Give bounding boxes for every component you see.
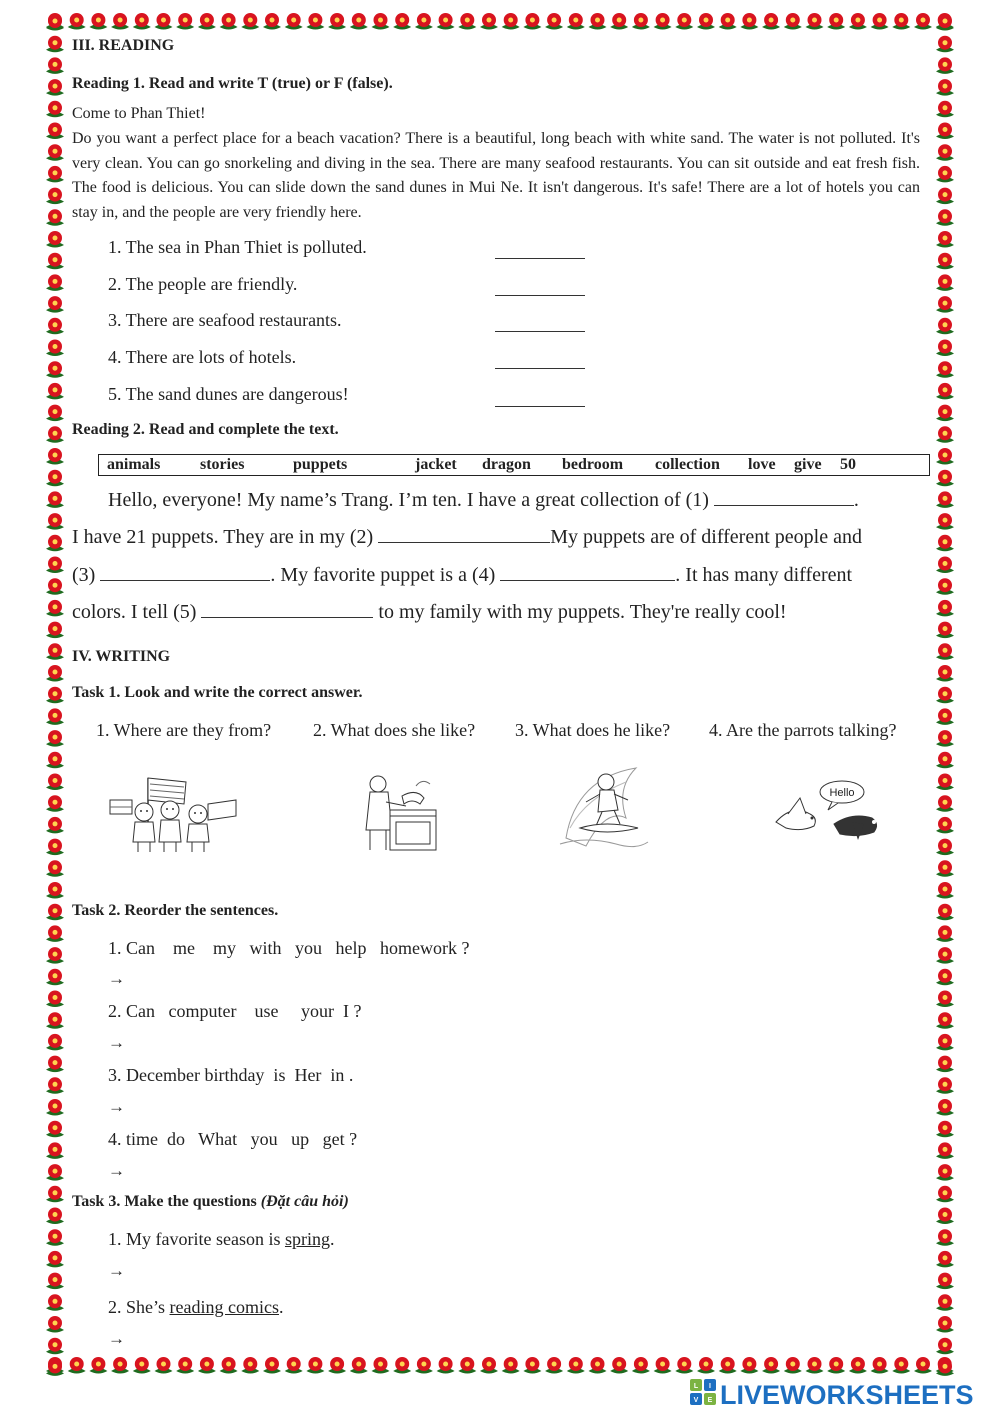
- flower-icon: [46, 1316, 64, 1333]
- word-bank-item: collection: [655, 456, 720, 473]
- flower-icon: [46, 991, 64, 1008]
- flower-icon: [936, 166, 954, 183]
- flower-icon: [46, 774, 64, 791]
- flower-icon: [936, 1034, 954, 1051]
- flower-icon: [936, 882, 954, 899]
- flower-icon: [936, 1273, 954, 1290]
- flower-icon: [46, 405, 64, 422]
- flower-icon: [936, 925, 954, 942]
- flower-icon: [46, 795, 64, 812]
- flower-icon: [46, 600, 64, 617]
- flower-icon: [46, 557, 64, 574]
- flower-icon: [46, 491, 64, 508]
- flower-icon: [111, 13, 129, 30]
- cloze-blank-5[interactable]: [201, 597, 373, 618]
- flower-icon: [46, 1251, 64, 1268]
- flower-icon: [46, 144, 64, 161]
- passage-title: Come to Phan Thiet!: [72, 105, 206, 122]
- flower-icon: [740, 13, 758, 30]
- flower-icon: [914, 13, 932, 30]
- flower-icon: [806, 1357, 824, 1374]
- flower-icon: [936, 578, 954, 595]
- flower-icon: [220, 1357, 238, 1374]
- flower-icon: [46, 1099, 64, 1116]
- flower-icon: [936, 470, 954, 487]
- flower-icon: [176, 13, 194, 30]
- logo-text: LIVEWORKSHEETS: [720, 1380, 974, 1410]
- flower-icon: [936, 1338, 954, 1355]
- flower-icon: [241, 13, 259, 30]
- answer-arrow-1[interactable]: →: [108, 969, 125, 988]
- flower-icon: [46, 1034, 64, 1051]
- flower-icon: [936, 36, 954, 53]
- reorder-item-3: 3. December birthday is Her in .: [108, 1065, 354, 1085]
- flower-icon: [936, 274, 954, 291]
- flower-icon: [740, 1357, 758, 1374]
- flower-icon: [936, 318, 954, 335]
- flower-icon: [68, 13, 86, 30]
- statement-3: 3. There are seafood restaurants.: [108, 310, 342, 330]
- children-with-flags-image: [108, 770, 240, 854]
- flower-icon: [827, 13, 845, 30]
- cloze-text: . My favorite puppet is a (4): [270, 564, 496, 586]
- flower-icon: [46, 1273, 64, 1290]
- flower-icon: [719, 1357, 737, 1374]
- flower-icon: [46, 231, 64, 248]
- flower-icon: [46, 1294, 64, 1311]
- flower-icon: [437, 1357, 455, 1374]
- flower-icon: [46, 448, 64, 465]
- flower-icon: [133, 13, 151, 30]
- word-bank-item: animals: [107, 456, 161, 473]
- woman-cooking-image: [360, 770, 440, 854]
- flower-icon: [827, 1357, 845, 1374]
- flower-icon: [46, 1077, 64, 1094]
- flower-icon: [46, 123, 64, 140]
- answer-blank-2[interactable]: [495, 277, 585, 296]
- flower-icon: [89, 13, 107, 30]
- flower-icon: [936, 101, 954, 118]
- flower-icon: [589, 1357, 607, 1374]
- flower-icon: [285, 13, 303, 30]
- flower-icon: [46, 1142, 64, 1159]
- reorder-item-4: 4. time do What you up get ?: [108, 1129, 358, 1149]
- flower-icon: [567, 1357, 585, 1374]
- cloze-line-4: [72, 594, 787, 632]
- flower-icon: [437, 13, 455, 30]
- flower-icon: [719, 13, 737, 30]
- flower-icon: [46, 79, 64, 96]
- question-item-text: 1. My favorite season is: [108, 1229, 285, 1249]
- flower-icon: [936, 383, 954, 400]
- underlined-word: spring: [284, 1229, 330, 1249]
- flower-icon: [936, 839, 954, 856]
- cloze-text: My puppets are of different people and: [550, 526, 862, 548]
- flower-icon: [46, 904, 64, 921]
- flower-icon: [350, 13, 368, 30]
- flower-icon: [892, 1357, 910, 1374]
- flower-icon: [632, 13, 650, 30]
- flower-icon: [936, 860, 954, 877]
- flower-icon: [46, 318, 64, 335]
- flower-icon: [936, 622, 954, 639]
- flower-icon: [155, 1357, 173, 1374]
- flower-icon: [46, 340, 64, 357]
- cloze-text: to my family with my puppets. They're really cool!: [378, 601, 787, 623]
- cloze-text: (3): [72, 564, 96, 586]
- reorder-item-2: 2. Can computer use your I ?: [108, 1001, 362, 1021]
- flower-icon: [697, 1357, 715, 1374]
- flower-icon: [46, 860, 64, 877]
- statement-4: 4. There are lots of hotels.: [108, 347, 297, 367]
- underlined-word: reading comics: [169, 1297, 279, 1317]
- flower-icon: [480, 1357, 498, 1374]
- flower-icon: [46, 253, 64, 270]
- cloze-text: I have 21 puppets. They are in my (2): [72, 526, 374, 548]
- flower-icon: [46, 1012, 64, 1028]
- liveworksheets-logo: [690, 1375, 992, 1411]
- flower-icon: [372, 1357, 390, 1374]
- flower-icon: [936, 817, 954, 834]
- flower-icon: [155, 13, 173, 30]
- flower-icon: [675, 13, 693, 30]
- writing-task-1-title: Task 1. Look and write the correct answer.: [72, 684, 363, 701]
- section-title-reading: III. READING: [72, 37, 175, 54]
- word-bank-item: 50: [840, 456, 856, 473]
- flower-icon: [133, 1357, 151, 1374]
- flower-icon: [46, 643, 64, 660]
- flower-icon: [241, 1357, 259, 1374]
- word-bank-item: give: [794, 456, 822, 473]
- flower-icon: [871, 1357, 889, 1374]
- cloze-text: Hello, everyone! My name’s Trang. I’m ten. I have a great collection of (1): [108, 489, 709, 511]
- flower-icon: [654, 13, 672, 30]
- cloze-blank-1[interactable]: [714, 485, 854, 506]
- answer-arrow-3[interactable]: →: [108, 1097, 125, 1116]
- flower-icon: [46, 1121, 64, 1138]
- flower-icon: [936, 947, 954, 964]
- flower-icon: [936, 774, 954, 791]
- flower-icon: [46, 708, 64, 725]
- cloze-text: colors. I tell (5): [72, 601, 197, 623]
- flower-icon: [306, 1357, 324, 1374]
- flower-icon: [936, 1077, 954, 1094]
- flower-icon: [523, 13, 541, 30]
- flower-icon: [545, 1357, 563, 1374]
- decorative-border-left: [42, 8, 68, 1378]
- word-bank: [98, 454, 930, 476]
- statement-5: 5. The sand dunes are dangerous!: [108, 384, 349, 404]
- answer-blank-5[interactable]: [495, 388, 585, 407]
- flower-icon: [46, 1186, 64, 1203]
- flower-icon: [111, 1357, 129, 1374]
- answer-blank-3[interactable]: [495, 313, 585, 332]
- flower-icon: [502, 13, 520, 30]
- cloze-line-3: [72, 557, 852, 595]
- flower-icon: [46, 209, 64, 226]
- flower-icon: [849, 13, 867, 30]
- flower-icon: [936, 1208, 954, 1225]
- picture-question-3: 3. What does he like?: [515, 720, 671, 740]
- flower-icon: [675, 1357, 693, 1374]
- speech-bubble-text: Hello: [829, 787, 855, 799]
- cloze-line-1: [108, 482, 859, 520]
- flower-icon: [936, 491, 954, 508]
- flower-icon: [806, 13, 824, 30]
- word-bank-item: puppets: [293, 456, 348, 473]
- flower-icon: [176, 1357, 194, 1374]
- question-item-text: .: [278, 1297, 284, 1317]
- svg-text:V: V: [693, 1397, 699, 1404]
- flower-icon: [372, 13, 390, 30]
- flower-icon: [936, 1142, 954, 1159]
- flower-icon: [328, 13, 346, 30]
- word-bank-item: love: [748, 456, 776, 473]
- question-item-text: .: [329, 1229, 335, 1249]
- flower-icon: [936, 752, 954, 769]
- flower-icon: [46, 57, 64, 74]
- flower-icon: [502, 1357, 520, 1374]
- flower-icon: [936, 144, 954, 161]
- flower-icon: [46, 882, 64, 899]
- cloze-blank-3[interactable]: [100, 560, 270, 581]
- flower-icon: [936, 557, 954, 574]
- flower-icon: [480, 13, 498, 30]
- svg-text:I: I: [709, 1383, 711, 1390]
- flower-icon: [914, 1357, 932, 1374]
- flower-icon: [46, 274, 64, 291]
- reading-passage: Do you want a perfect place for a beach vacation? There is a beautiful, long beach with white sand. The water is not polluted. It's very clean. You can go snorkeling and diving in the sea. There are many seafood restaurants. You can sit outside and eat fresh fish. The food is delicious. You can slide down the sand dunes in Mui Ne. It isn't dangerous. It's safe! There are a lot of hotels you can stay in, and the people are very friendly here.: [72, 130, 920, 221]
- flower-icon: [936, 1186, 954, 1203]
- reading-2-title: Reading 2. Read and complete the text.: [72, 421, 339, 438]
- flower-icon: [936, 730, 954, 747]
- answer-arrow-4[interactable]: →: [108, 1161, 125, 1180]
- flower-icon: [46, 1164, 64, 1181]
- flower-icon: [523, 1357, 541, 1374]
- flower-icon: [220, 13, 238, 30]
- flower-icon: [936, 361, 954, 378]
- flower-icon: [46, 839, 64, 856]
- answer-blank-1[interactable]: [495, 240, 585, 259]
- reorder-item-1: 1. Can me my with you help homework ?: [108, 938, 470, 958]
- flower-icon: [610, 1357, 628, 1374]
- flower-icon: [936, 231, 954, 248]
- flower-icon: [46, 947, 64, 964]
- flower-icon: [46, 513, 64, 530]
- flower-icon: [46, 730, 64, 747]
- flower-icon: [545, 13, 563, 30]
- word-bank-item: jacket: [415, 456, 457, 473]
- flower-icon: [46, 969, 64, 986]
- flower-icon: [784, 1357, 802, 1374]
- statement-2: 2. The people are friendly.: [108, 274, 298, 294]
- flower-icon: [46, 470, 64, 487]
- talking-parrots-image: [772, 778, 884, 844]
- flower-icon: [784, 13, 802, 30]
- flower-icon: [285, 1357, 303, 1374]
- cloze-blank-2[interactable]: [378, 522, 550, 543]
- flower-icon: [936, 687, 954, 704]
- flower-icon: [936, 296, 954, 313]
- flower-icon: [46, 752, 64, 769]
- flower-icon: [936, 188, 954, 205]
- flower-icon: [936, 1164, 954, 1181]
- writing-task-3-title: [72, 1193, 349, 1211]
- flower-icon: [936, 340, 954, 357]
- word-bank-item: dragon: [482, 456, 531, 473]
- flower-icon: [936, 448, 954, 465]
- flower-icon: [46, 665, 64, 682]
- flower-icon: [458, 13, 476, 30]
- flower-icon: [936, 1099, 954, 1116]
- flower-icon: [415, 1357, 433, 1374]
- flower-icon: [263, 13, 281, 30]
- flower-icon: [936, 665, 954, 682]
- flower-icon: [936, 600, 954, 617]
- reading-1-title: Reading 1. Read and write T (true) or F (false).: [72, 75, 393, 92]
- flower-icon: [89, 1357, 107, 1374]
- flower-icon: [936, 969, 954, 986]
- word-bank-item: bedroom: [562, 456, 624, 473]
- flower-icon: [46, 296, 64, 313]
- flower-icon: [892, 13, 910, 30]
- flower-icon: [936, 1012, 954, 1028]
- writing-task-2-title: Task 2. Reorder the sentences.: [72, 902, 279, 919]
- flower-icon: [654, 1357, 672, 1374]
- flower-icon: [632, 1357, 650, 1374]
- flower-icon: [589, 13, 607, 30]
- flower-icon: [610, 13, 628, 30]
- flower-icon: [762, 13, 780, 30]
- task-3-title-main: Task 3. Make the questions: [72, 1193, 261, 1210]
- section-title-writing: IV. WRITING: [72, 648, 171, 665]
- flower-icon: [46, 1208, 64, 1225]
- flower-icon: [936, 535, 954, 552]
- flower-icon: [936, 57, 954, 74]
- flower-icon: [46, 817, 64, 834]
- flower-icon: [350, 1357, 368, 1374]
- flower-icon: [46, 188, 64, 205]
- flower-icon: [46, 535, 64, 552]
- flower-icon: [936, 1316, 954, 1333]
- flower-icon: [936, 795, 954, 812]
- decorative-border-right: [932, 8, 958, 1378]
- question-item-text: 2. She’s: [108, 1297, 170, 1317]
- answer-blank-4[interactable]: [495, 350, 585, 369]
- cloze-blank-4[interactable]: [500, 560, 675, 581]
- flower-icon: [198, 1357, 216, 1374]
- flower-icon: [46, 101, 64, 118]
- flower-icon: [567, 13, 585, 30]
- cloze-text: .: [853, 489, 859, 511]
- flower-icon: [762, 1357, 780, 1374]
- flower-icon: [936, 253, 954, 270]
- picture-question-1: 1. Where are they from?: [96, 720, 272, 740]
- svg-text:L: L: [693, 1383, 699, 1390]
- flower-icon: [936, 1056, 954, 1073]
- flower-icon: [936, 643, 954, 660]
- flower-icon: [46, 14, 64, 31]
- flower-icon: [46, 1056, 64, 1073]
- decorative-border-top: [42, 8, 958, 34]
- flower-icon: [936, 14, 954, 31]
- flower-icon: [46, 166, 64, 183]
- question-item-1: [108, 1229, 334, 1250]
- word-bank-item: stories: [200, 456, 245, 473]
- flower-icon: [936, 405, 954, 422]
- flower-icon: [415, 13, 433, 30]
- flower-icon: [936, 991, 954, 1008]
- svg-text:E: E: [707, 1397, 713, 1404]
- flower-icon: [849, 1357, 867, 1374]
- task-3-title-vietnamese: (Đặt câu hỏi): [260, 1193, 349, 1210]
- flower-icon: [936, 209, 954, 226]
- flower-icon: [46, 687, 64, 704]
- flower-icon: [46, 36, 64, 53]
- answer-arrow-2[interactable]: →: [108, 1033, 125, 1052]
- picture-question-2: 2. What does she like?: [313, 720, 476, 740]
- flower-icon: [936, 1121, 954, 1138]
- flower-icon: [46, 1229, 64, 1246]
- flower-icon: [198, 13, 216, 30]
- flower-icon: [936, 1294, 954, 1311]
- flower-icon: [68, 1357, 86, 1374]
- question-item-2: [108, 1297, 283, 1318]
- flower-icon: [936, 79, 954, 96]
- flower-icon: [936, 904, 954, 921]
- statement-1: 1. The sea in Phan Thiet is polluted.: [108, 237, 367, 257]
- cloze-line-2: [72, 519, 862, 557]
- flower-icon: [46, 578, 64, 595]
- answer-arrow-5[interactable]: →: [108, 1261, 125, 1280]
- flower-icon: [46, 383, 64, 400]
- flower-icon: [936, 708, 954, 725]
- flower-icon: [458, 1357, 476, 1374]
- flower-icon: [46, 426, 64, 443]
- answer-arrow-6[interactable]: →: [108, 1329, 125, 1348]
- flower-icon: [936, 513, 954, 530]
- flower-icon: [936, 1359, 954, 1376]
- cloze-text: . It has many different: [675, 564, 853, 586]
- flower-icon: [306, 13, 324, 30]
- flower-icon: [46, 1338, 64, 1355]
- flower-icon: [393, 13, 411, 30]
- flower-icon: [871, 13, 889, 30]
- flower-icon: [936, 1251, 954, 1268]
- flower-icon: [328, 1357, 346, 1374]
- flower-icon: [936, 1229, 954, 1246]
- flower-icon: [46, 361, 64, 378]
- flower-icon: [46, 1359, 64, 1376]
- picture-question-4: 4. Are the parrots talking?: [709, 720, 897, 740]
- flower-icon: [936, 426, 954, 443]
- flower-icon: [936, 123, 954, 140]
- flower-icon: [46, 622, 64, 639]
- boy-surfing-image: [556, 758, 652, 854]
- flower-icon: [393, 1357, 411, 1374]
- flower-icon: [263, 1357, 281, 1374]
- flower-icon: [697, 13, 715, 30]
- flower-icon: [46, 925, 64, 942]
